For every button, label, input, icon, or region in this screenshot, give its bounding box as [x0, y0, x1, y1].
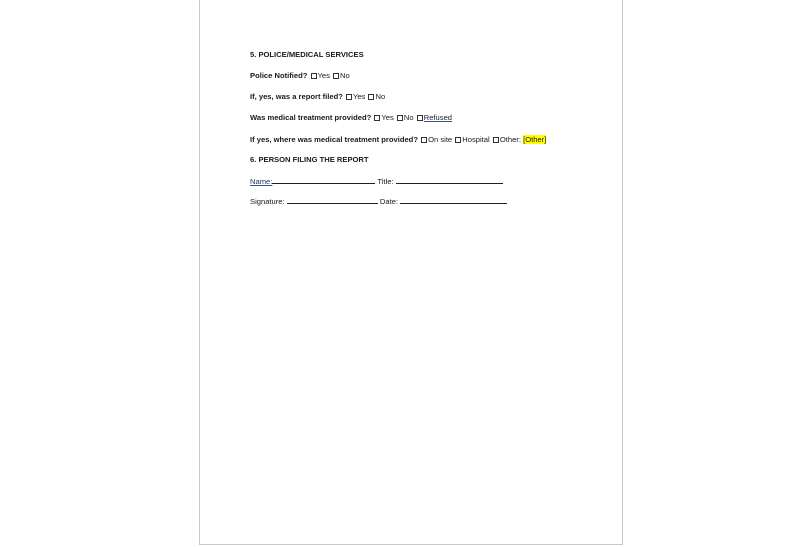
treatment-refused-label: Refused: [423, 113, 453, 122]
signature-field[interactable]: [287, 196, 378, 204]
treatment-refused-checkbox[interactable]: [417, 115, 423, 121]
document-page: [199, 0, 623, 545]
report-no-checkbox[interactable]: [368, 94, 374, 100]
other-text-field[interactable]: [Other]: [523, 135, 547, 144]
date-label: Date:: [379, 197, 399, 206]
report-filed-question: If, yes, was a report filed?: [250, 92, 343, 101]
police-notified-row: [250, 71, 350, 81]
section-6-heading: 6. PERSON FILING THE REPORT: [250, 155, 369, 164]
treatment-yes-checkbox[interactable]: [374, 115, 380, 121]
name-label: Name:: [250, 177, 273, 186]
treatment-provided-question: Was medical treatment provided?: [250, 113, 372, 122]
treatment-yes-label: Yes: [381, 113, 394, 122]
treatment-no-label: No: [403, 113, 414, 122]
report-no-label: No: [375, 92, 386, 101]
name-title-row: [250, 176, 503, 187]
report-yes-label: Yes: [352, 92, 366, 101]
police-no-checkbox[interactable]: [333, 73, 339, 79]
signature-label: Signature:: [250, 197, 285, 206]
title-label: Title:: [377, 177, 394, 186]
signature-date-row: [250, 196, 507, 207]
title-field[interactable]: [396, 176, 503, 184]
onsite-label: On site: [428, 135, 453, 144]
date-field[interactable]: [400, 196, 507, 204]
police-notified-question: Police Notified?: [250, 71, 308, 80]
report-filed-row: [250, 92, 385, 102]
treatment-location-row: [250, 135, 546, 145]
hospital-label: Hospital: [462, 135, 490, 144]
police-yes-label: Yes: [317, 71, 330, 80]
name-field[interactable]: [272, 176, 375, 184]
other-label: Other:: [499, 135, 521, 144]
other-checkbox[interactable]: [493, 137, 499, 143]
treatment-location-question: If yes, where was medical treatment provided?: [250, 135, 418, 144]
section-5-heading: 5. POLICE/MEDICAL SERVICES: [250, 50, 364, 59]
hospital-checkbox[interactable]: [455, 137, 461, 143]
treatment-provided-row: [250, 113, 452, 123]
police-yes-checkbox[interactable]: [311, 73, 317, 79]
police-no-label: No: [340, 71, 350, 80]
report-yes-checkbox[interactable]: [346, 94, 352, 100]
treatment-no-checkbox[interactable]: [397, 115, 403, 121]
onsite-checkbox[interactable]: [421, 137, 427, 143]
